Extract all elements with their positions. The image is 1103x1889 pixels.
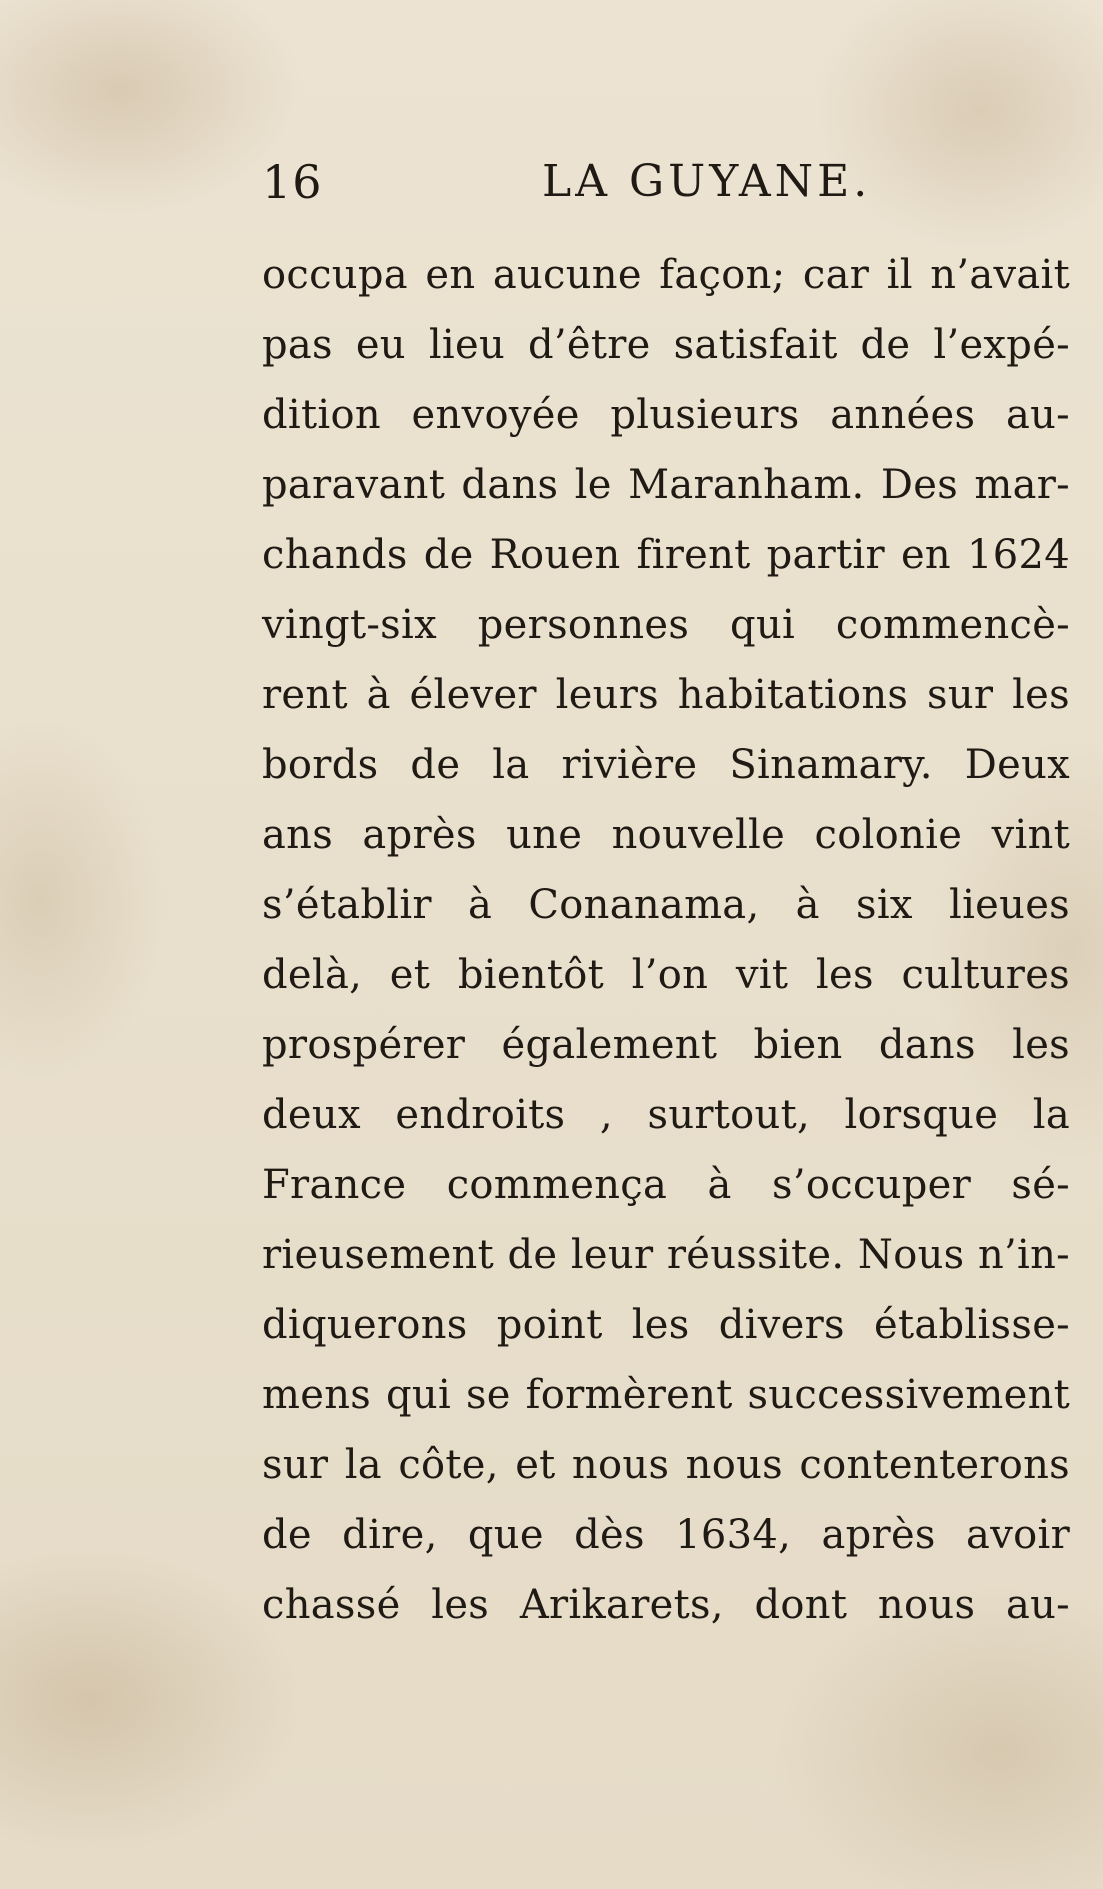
text-line: delà, et bientôt l’on vit les cultures xyxy=(262,952,1070,998)
page-number: 16 xyxy=(262,155,323,209)
text-line: prospérer également bien dans les xyxy=(262,1022,1070,1068)
body-text xyxy=(262,240,1070,1640)
running-title: LA GUYANE. xyxy=(542,156,872,207)
text-line: chassé les Arikarets, dont nous au- xyxy=(262,1582,1070,1628)
text-line: France commença à s’occuper sé- xyxy=(262,1162,1070,1208)
text-line: rent à élever leurs habitations sur les xyxy=(262,672,1070,718)
text-line: mens qui se formèrent successivement xyxy=(262,1372,1070,1418)
text-line: rieusement de leur réussite. Nous n’in- xyxy=(262,1232,1070,1278)
text-line: pas eu lieu d’être satisfait de l’expé- xyxy=(262,322,1070,368)
text-line: diquerons point les divers établisse- xyxy=(262,1302,1070,1348)
text-line: occupa en aucune façon; car il n’avait xyxy=(262,252,1070,298)
text-line: sur la côte, et nous nous contenterons xyxy=(262,1442,1070,1488)
text-line: paravant dans le Maranham. Des mar- xyxy=(262,462,1070,508)
text-line: vingt-six personnes qui commencè- xyxy=(262,602,1070,648)
text-line: bords de la rivière Sinamary. Deux xyxy=(262,742,1070,788)
text-line: s’établir à Conanama, à six lieues xyxy=(262,882,1070,928)
text-line: de dire, que dès 1634, après avoir xyxy=(262,1512,1070,1558)
text-line: deux endroits , surtout, lorsque la xyxy=(262,1092,1070,1138)
text-line: ans après une nouvelle colonie vint xyxy=(262,812,1070,858)
text-line: chands de Rouen firent partir en 1624 xyxy=(262,532,1070,578)
running-head xyxy=(262,152,882,212)
text-line: dition envoyée plusieurs années au- xyxy=(262,392,1070,438)
